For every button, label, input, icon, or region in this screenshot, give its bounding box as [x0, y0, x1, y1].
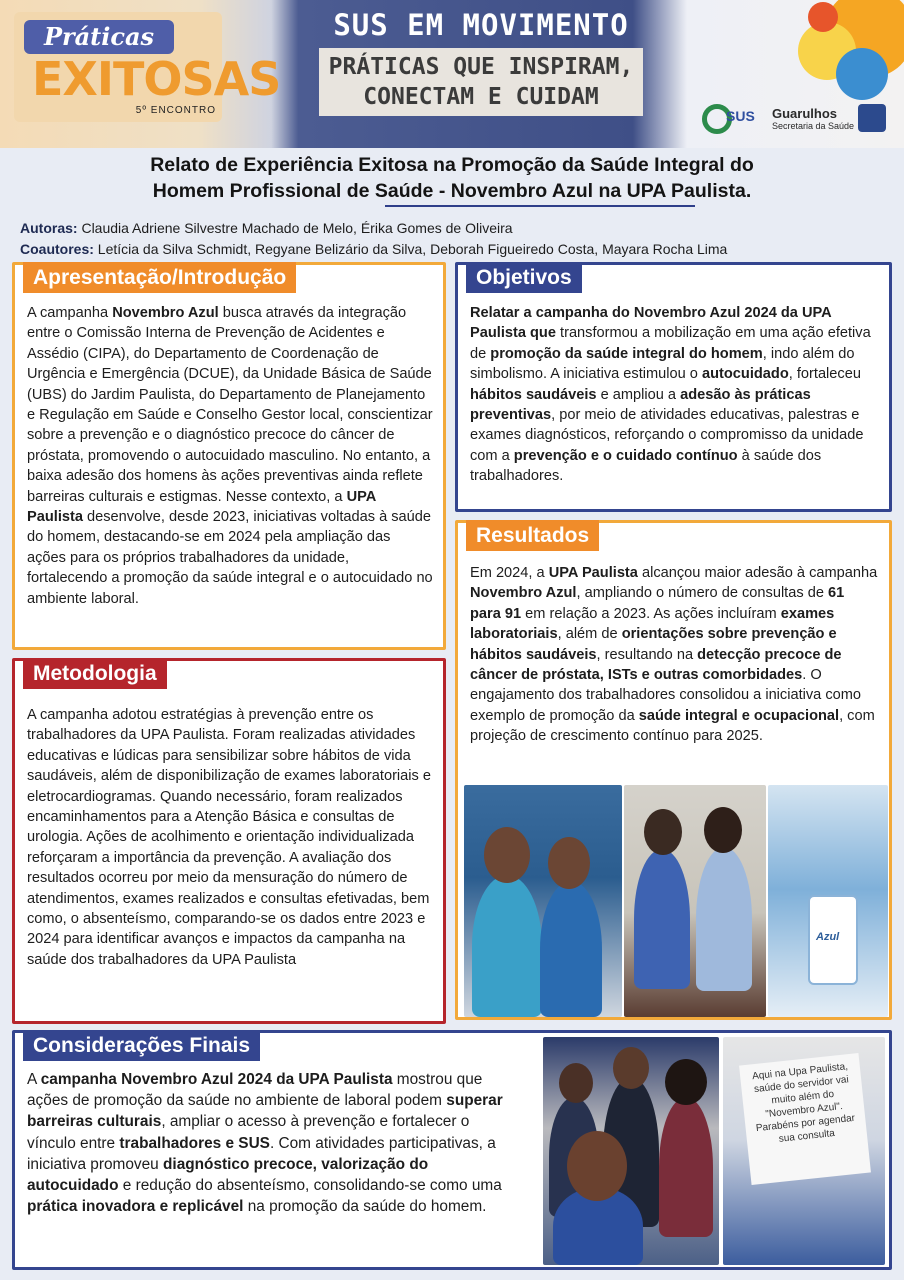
obj-bold-1: Relatar a campanha do Novembro Azul 2024 da UPA Paulista que — [470, 305, 832, 342]
section-consideracoes-heading: Considerações Finais — [23, 1030, 260, 1061]
obj-bold-2: promoção da saúde integral do homem — [490, 345, 763, 362]
authors-value: Claudia Adriene Silvestre Machado de Melo, Érika Gomes de Oliveira — [81, 220, 513, 236]
poster-title — [40, 152, 864, 204]
section-introducao-text — [27, 303, 433, 609]
obj-text-6: à saúde dos trabalhadores. — [470, 447, 822, 485]
obj-bold-4: hábitos saudáveis — [470, 386, 597, 403]
res-text-1: Em 2024, a — [470, 565, 549, 581]
cons-text-1: A — [27, 1071, 41, 1088]
guarulhos-logo — [772, 106, 854, 131]
section-metodologia-text: A campanha adotou estratégias à prevenção entre os trabalhadores da UPA Paulista. Foram realizadas atividades educativas e lúdicas para sensibilizar sobre hábitos de vida saudáveis, além de disponibilização de exames laboratoriais e eletrocardiogramas. Quando necessário, foram realizados encaminhamentos para a Atenção Básica e consultas de urologia. Ações de acolhimento e orientação individualizada reforçaram a importância da prevenção. A avaliação dos resultados ocorreu por meio da mensuração do número de atendimentos, exames realizados e consultas efetivadas, bem como, o absenteísmo, comparando-se os dados entre 2023 e 2024 para identificar avanços e impactos da campanha na saúde dos trabalhadores da UPA Paulista — [27, 707, 431, 968]
person-head — [644, 809, 682, 855]
authors-line — [20, 218, 727, 239]
person-figure — [540, 881, 602, 1017]
logo-praticas-text: Práticas — [24, 20, 174, 54]
person-figure — [696, 847, 752, 991]
section-consideracoes-text — [27, 1069, 513, 1217]
cons-text-3: , ampliar o acesso à prevenção e fortalecer o vínculo entre — [27, 1113, 470, 1152]
person-head — [665, 1059, 707, 1105]
cons-bold-5: prática inovadora e replicável — [27, 1198, 244, 1216]
obj-bold-3: autocuidado — [701, 366, 789, 383]
section-resultados-text — [470, 563, 879, 747]
res-bold-3: 61 para 91 — [470, 585, 845, 622]
res-text-4: em relação a 2023. As ações incluíram — [521, 605, 781, 622]
section-metodologia — [12, 658, 446, 1024]
res-text-7: . O engajamento dos trabalhadores consolidou a iniciativa como exemplo de promoção da — [470, 667, 862, 724]
person-head — [484, 827, 530, 883]
logo-exitosas-text: EXITOSAS — [32, 52, 281, 106]
person-head — [548, 837, 590, 889]
bottle-label: Azul — [816, 931, 840, 943]
section-resultados-heading: Resultados — [466, 520, 599, 551]
authors-label: Autoras: — [20, 220, 78, 236]
authors-block — [20, 218, 727, 260]
res-text-8: , com projeção de crescimento contínuo para 2025. — [470, 707, 875, 745]
section-introducao-heading: Apresentação/Introdução — [23, 262, 296, 293]
res-text-3: , ampliando o número de consultas de — [576, 585, 828, 602]
intro-text-1: A campanha — [27, 305, 113, 321]
section-introducao — [12, 262, 446, 650]
event-title-line2: PRÁTICAS QUE INSPIRAM, — [328, 54, 634, 80]
photo-team-3 — [543, 1037, 719, 1265]
logo-edition-text: 5º ENCONTRO — [135, 105, 216, 116]
flyer-card: Aqui na Upa Paulista, saúde do servidor vai muito além do "Novembro Azul". Parabéns por agendar sua consulta — [739, 1053, 871, 1185]
res-bold-6: detecção precoce de câncer de próstata, ISTs e outras comorbidades — [470, 646, 842, 684]
cons-bold-1: campanha Novembro Azul 2024 da UPA Paulista — [40, 1071, 393, 1088]
cons-bold-2: superar barreiras culturais — [27, 1092, 503, 1131]
section-metodologia-heading: Metodologia — [23, 658, 167, 689]
escola-sus-logo — [702, 102, 758, 136]
res-text-5: , além de — [557, 626, 622, 643]
cons-text-2: mostrou que ações de promoção da saúde no ambiente de laboral podem — [27, 1071, 483, 1110]
res-text-2: alcançou maior adesão à campanha — [637, 565, 878, 581]
section-objetivos-heading: Objetivos — [466, 262, 582, 293]
photo-bottle — [768, 785, 888, 1017]
title-underline — [385, 205, 695, 207]
event-title-strip — [319, 48, 644, 116]
section-objetivos-text — [470, 303, 879, 487]
res-bold-4: exames laboratoriais — [470, 605, 835, 643]
cons-bold-3: trabalhadores e SUS — [119, 1134, 270, 1152]
res-bold-2: Novembro Azul — [470, 585, 577, 602]
praticas-exitosas-logo — [14, 12, 281, 122]
circle-blue — [836, 48, 888, 100]
res-bold-5: orientações sobre prevenção e hábitos saudáveis — [470, 626, 837, 663]
event-title-line1: SUS EM MOVIMENTO — [333, 8, 629, 42]
coauthors-label: Coautores: — [20, 241, 94, 257]
event-title-line3: CONECTAM E CUIDAM — [363, 84, 599, 110]
cons-text-4: . Com atividades participativas, a iniciativa promoveu — [27, 1134, 496, 1173]
obj-text-4: e ampliou a — [596, 386, 681, 403]
obj-text-1: transformou a mobilização em uma ação efetiva de — [470, 325, 871, 362]
intro-bold-1: Novembro Azul — [112, 305, 219, 321]
obj-text-2: , indo além do simbolismo. A iniciativa estimulou o — [470, 345, 855, 383]
res-bold-1: UPA Paulista — [548, 565, 638, 581]
obj-text-5: , por meio de atividades educativas, palestras e exames diagnósticos, reforçando o compromisso da unidade com a — [470, 407, 864, 464]
bottle-image — [808, 895, 858, 985]
sus-logo-text: SUS — [726, 108, 755, 124]
person-head — [567, 1131, 627, 1201]
photo-flyer — [723, 1037, 885, 1265]
person-head — [613, 1047, 649, 1089]
guarulhos-name: Guarulhos — [772, 106, 838, 121]
section-resultados — [455, 520, 892, 1020]
event-title — [316, 6, 646, 144]
poster-title-line2: Homem Profissional de Saúde - Novembro Azul na UPA Paulista. — [152, 180, 752, 202]
circle-red — [808, 2, 838, 32]
person-head — [559, 1063, 593, 1103]
cons-text-5: e redução do absenteísmo, consolidando-se como uma — [118, 1177, 502, 1195]
obj-bold-5: adesão às práticas preventivas — [470, 386, 811, 424]
person-head — [704, 807, 742, 853]
res-bold-7: saúde integral e ocupacional — [638, 707, 840, 724]
coauthors-value: Letícia da Silva Schmidt, Regyane Belizário da Silva, Deborah Figueiredo Costa, Mayara Rocha Lima — [97, 241, 728, 257]
person-figure — [659, 1097, 713, 1237]
cons-text-6: na promoção da saúde do homem. — [243, 1198, 487, 1216]
res-text-6: , resultando na — [596, 646, 698, 663]
intro-text-2: busca através da integração entre o Comissão Interna de Prevenção de Acidentes e Assédio (CIPA), do Departamento de Coordenação de Urgência e Emergência (DCUE), da Unidade Básica de Saúde (UBS) do Jardim Paulista, do Departamento de Planejamento e Regulação em Saúde e Conselho Gestor local, conscientizar sobre a prevenção e o diagnóstico precoce do câncer de próstata, promovendo o autocuidado masculino. No entanto, a baixa adesão dos homens às ações preventivas ainda reflete barreiras culturais e estigmas. Nesse contexto, a — [27, 305, 433, 505]
intro-text-3: desenvolve, desde 2023, iniciativas voltadas à saúde do homem, destacando-se em 2024 pela ampliação das ações para os próprios trabalhadores da unidade, fortalecendo a promoção da saúde integral e o autocuidado no ambiente laboral. — [27, 509, 433, 607]
header-banner — [0, 0, 904, 148]
section-objetivos — [455, 262, 892, 512]
intro-bold-2: UPA Paulista — [27, 488, 376, 526]
coauthors-line — [20, 239, 727, 260]
guarulhos-sub: Secretaria da Saúde — [772, 121, 855, 131]
cons-bold-4: diagnóstico precoce, valorização do autocuidado — [27, 1155, 429, 1195]
city-crest-icon — [858, 104, 886, 132]
person-figure — [634, 849, 690, 989]
photo-team-1 — [464, 785, 622, 1017]
decorative-circles — [776, 0, 904, 108]
person-figure — [472, 875, 542, 1017]
obj-bold-6: prevenção e o cuidado contínuo — [513, 447, 738, 464]
section-consideracoes — [12, 1030, 892, 1270]
photo-team-2 — [624, 785, 766, 1017]
obj-text-3: , fortaleceu — [788, 366, 861, 383]
poster-title-line1: Relato de Experiência Exitosa na Promoção da Saúde Integral do — [150, 154, 754, 176]
